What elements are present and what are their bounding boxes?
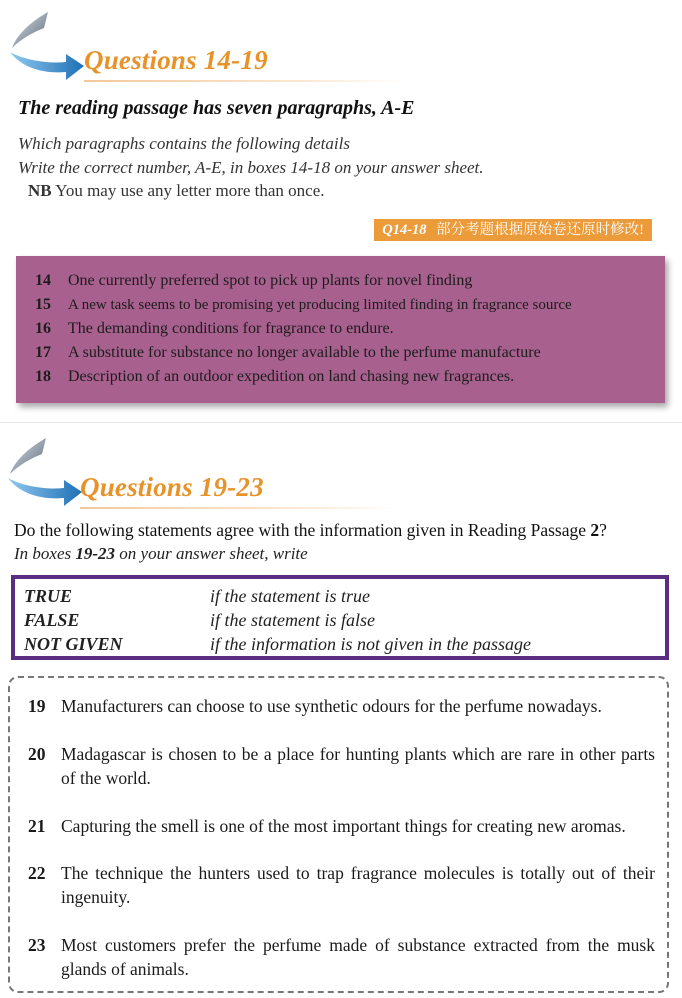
nb-note <box>28 181 325 201</box>
option-key: NOT GIVEN <box>24 634 123 654</box>
instruction-text: Do the following statements agree with the information given in Reading Passage <box>14 520 591 540</box>
statement-item <box>28 742 655 790</box>
statement-item <box>28 933 655 981</box>
list-item <box>35 269 655 293</box>
statement-number: 23 <box>28 935 46 955</box>
item-number: 14 <box>35 272 51 289</box>
statement-number: 21 <box>28 816 46 836</box>
statement-number: 20 <box>28 744 46 764</box>
section2-heading: Questions 19-23 <box>80 472 264 502</box>
statement-item <box>28 694 655 718</box>
section2-heading-rule <box>80 507 400 509</box>
option-desc: if the statement is false <box>210 610 375 630</box>
instruction-punct: ? <box>599 520 607 540</box>
statement-text: The technique the hunters used to trap fragrance molecules is totally out of their ingenuity. <box>61 863 655 907</box>
option-desc: if the information is not given in the passage <box>210 634 531 654</box>
item-text: One currently preferred spot to pick up plants for novel finding <box>68 272 473 289</box>
answer-option <box>24 632 531 656</box>
box-range: 19-23 <box>75 544 116 563</box>
statement-number: 19 <box>28 696 46 716</box>
section1-subheading: The reading passage has seven paragraphs, A-E <box>18 97 415 119</box>
section1-instruction-1: Which paragraphs contains the following details <box>18 134 350 153</box>
revision-badge <box>374 219 652 241</box>
item-number: 17 <box>35 344 51 361</box>
item-text: The demanding conditions for fragrance to endure. <box>68 320 394 337</box>
passage-number: 2 <box>590 520 600 540</box>
item-number: 16 <box>35 320 51 337</box>
instruction-text: In boxes <box>14 544 76 563</box>
statement-item <box>28 814 655 838</box>
list-item <box>35 341 655 365</box>
answer-option <box>24 584 531 608</box>
statement-item <box>28 861 655 909</box>
statement-text: Most customers prefer the perfume made of substance extracted from the musk glands of animals. <box>61 935 655 979</box>
option-desc: if the statement is true <box>210 586 370 606</box>
revision-badge-text: 部分考题根据原始卷还原时修改! <box>436 222 644 238</box>
revision-badge-code: Q14-18 <box>382 222 427 238</box>
item-number: 15 <box>35 296 51 313</box>
statement-text: Manufacturers can choose to use synthetic odours for the perfume nowadays. <box>61 696 602 716</box>
statement-text: Capturing the smell is one of the most important things for creating new aromas. <box>61 816 626 836</box>
statement-text: Madagascar is chosen to be a place for hunting plants which are rare in other parts of the world. <box>61 744 655 788</box>
item-text: A new task seems to be promising yet producing limited finding in fragrance source <box>68 297 572 313</box>
section1-heading: Questions 14-19 <box>84 45 268 75</box>
list-item <box>35 317 655 341</box>
item-text: Description of an outdoor expedition on land chasing new fragrances. <box>68 368 515 385</box>
section1-heading-rule <box>84 80 404 82</box>
item-number: 18 <box>35 368 51 385</box>
section1-instruction-2: Write the correct number, A-E, in boxes 14-18 on your answer sheet. <box>18 158 484 177</box>
statements-box <box>8 676 669 993</box>
section2-instruction-2 <box>14 544 308 564</box>
nb-label: NB <box>28 181 52 200</box>
swoosh-arrow-icon <box>2 434 86 512</box>
section2-instruction-1 <box>14 520 607 541</box>
list-item <box>35 293 655 317</box>
answer-key-box <box>11 575 669 660</box>
swoosh-arrow-icon <box>4 8 88 86</box>
item-text: A substitute for substance no longer available to the perfume manufacture <box>68 344 541 361</box>
option-key: FALSE <box>24 610 80 630</box>
instruction-text: on your answer sheet, write <box>115 544 308 563</box>
option-key: TRUE <box>24 586 73 606</box>
nb-text: You may use any letter more than once. <box>55 181 325 200</box>
statement-number: 22 <box>28 863 46 883</box>
matching-items-box <box>16 256 665 403</box>
answer-option <box>24 608 531 632</box>
section-divider <box>0 422 682 423</box>
list-item <box>35 365 655 389</box>
